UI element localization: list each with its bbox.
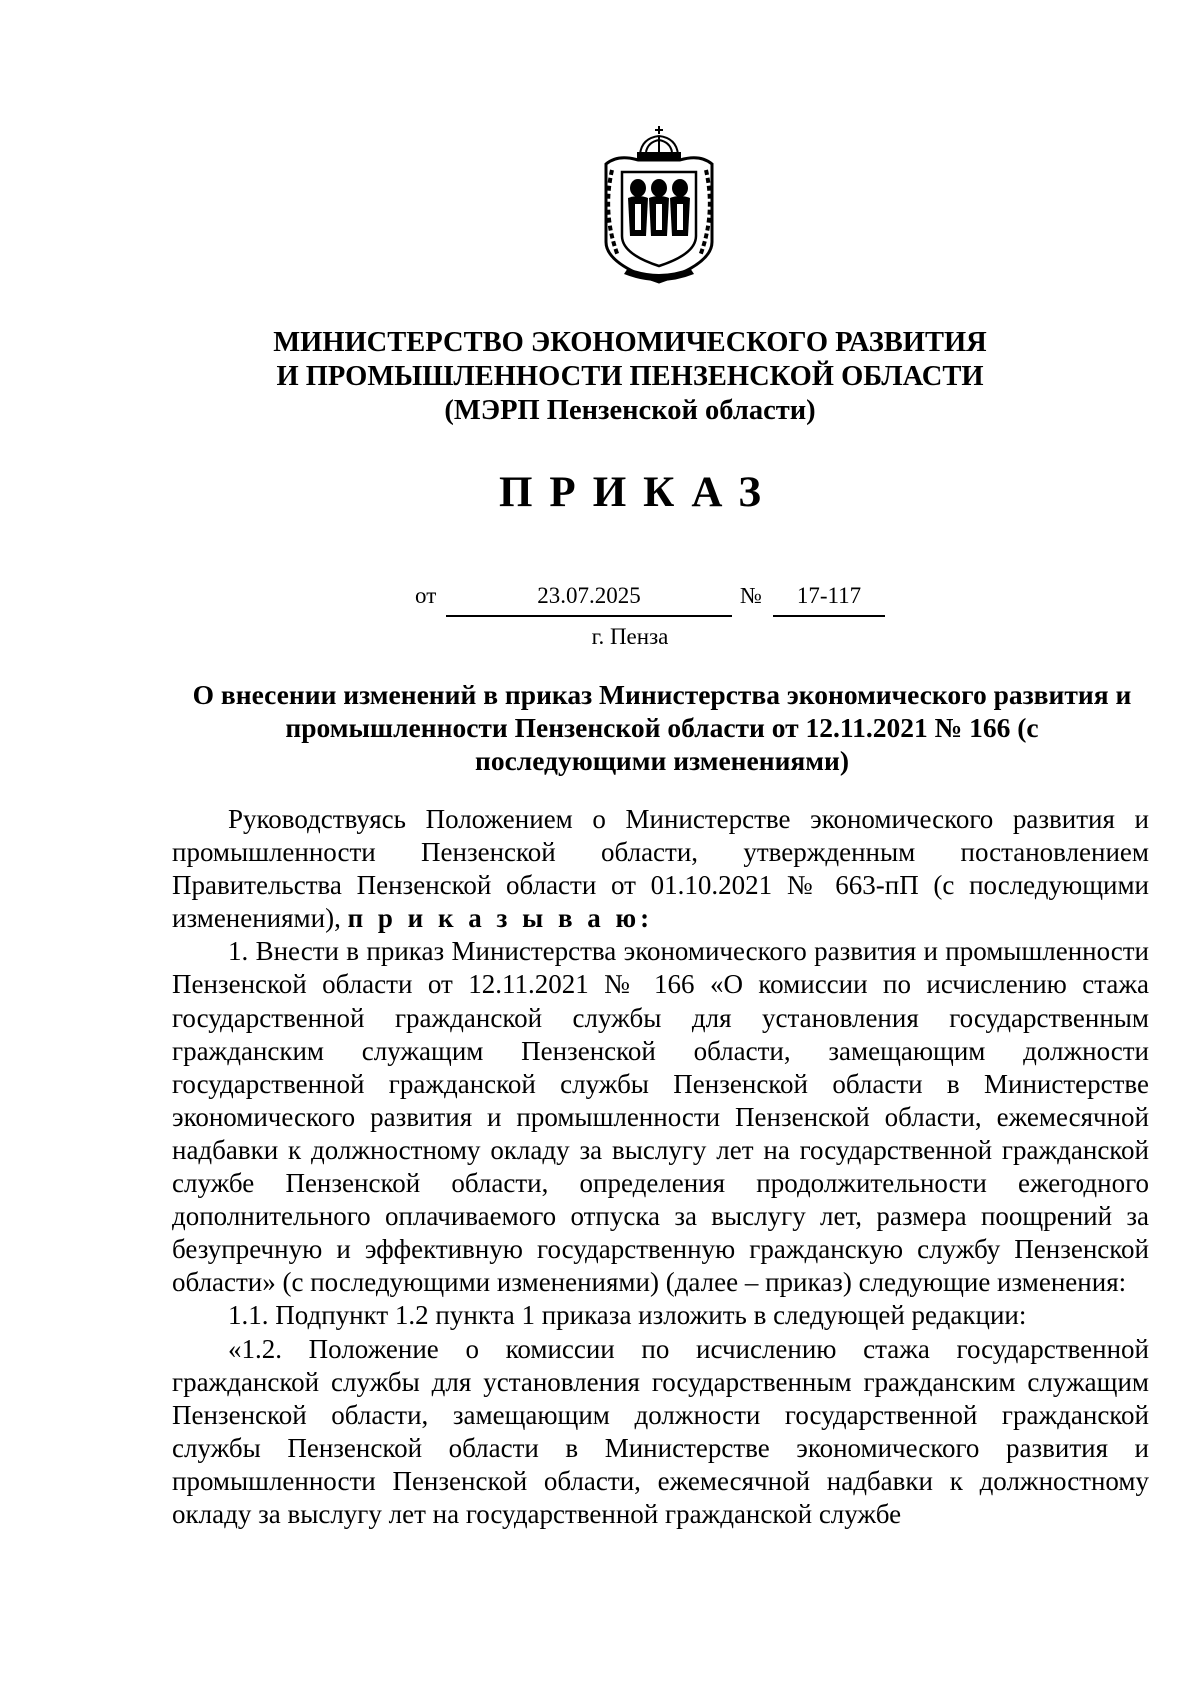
document-type-title: ПРИКАЗ	[498, 469, 779, 516]
ministry-short-name: (МЭРП Пензенской области)	[444, 395, 816, 426]
number-prefix: №	[740, 583, 762, 608]
city: г. Пенза	[591, 624, 669, 649]
ministry-header	[240, 326, 1020, 428]
document-body	[172, 803, 1149, 1531]
subject-line3: последующими изменениями)	[474, 745, 850, 776]
preamble-text: Руководствуясь Положением о Министерстве экономического развития и промышленности Пензенской области, утвержденным постановлением Правительства Пензенской области от 01.10.2021 № 663-пП (с последующими изменениями),	[172, 804, 1149, 934]
subject-line1: О внесении изменений в приказ Министерства экономического развития и	[192, 679, 1132, 710]
subject-line2: промышленности Пензенской области от 12.11.2021 № 166 (с	[285, 712, 1039, 743]
order-number: 17-117	[773, 583, 885, 617]
order-subject	[172, 678, 1152, 777]
ministry-name-line1: МИНИСТЕРСТВО ЭКОНОМИЧЕСКОГО РАЗВИТИЯ	[273, 327, 987, 358]
preamble-paragraph	[172, 803, 1149, 935]
ministry-name-line2: И ПРОМЫШЛЕННОСТИ ПЕНЗЕНСКОЙ ОБЛАСТИ	[276, 361, 984, 392]
item-1-2-paragraph: «1.2. Положение о комиссии по исчислению стажа государственной гражданской службы для установления государственным гражданским служащим Пензенской области, замещающим должности государственной гражданской службы Пензенской области в Министерстве экономического развития и промышленности Пензенской области, ежемесячной надбавки к должностному окладу за выслугу лет на государственной гражданской службе	[172, 1333, 1149, 1529]
decision-word: п р и к а з ы в а ю:	[347, 903, 654, 934]
item-1-1-paragraph: 1.1. Подпункт 1.2 пункта 1 приказа изложить в следующей редакции:	[228, 1300, 1027, 1331]
item-1-paragraph: 1. Внести в приказ Министерства экономического развития и промышленности Пензенской области от 12.11.2021 № 166 «О комиссии по исчислению стажа государственной гражданской службы для установления государственным гражданским служащим Пензенской области, замещающим должности государственной гражданской службы Пензенской области в Министерстве экономического развития и промышленности Пензенской области, ежемесячной надбавки к должностному окладу за выслугу лет на государственной гражданской службе Пензенской области, определения продолжительности ежегодного дополнительного оплачиваемого отпуска за выслугу лет, размера поощрений за безупречную и эффективную государственную гражданскую службу Пензенской области» (с последующими изменениями) (далее – приказ) следующие изменения:	[172, 936, 1149, 1298]
date-prefix: от	[415, 583, 437, 608]
order-date: 23.07.2025	[446, 583, 732, 617]
coat-of-arms-icon	[598, 124, 720, 284]
